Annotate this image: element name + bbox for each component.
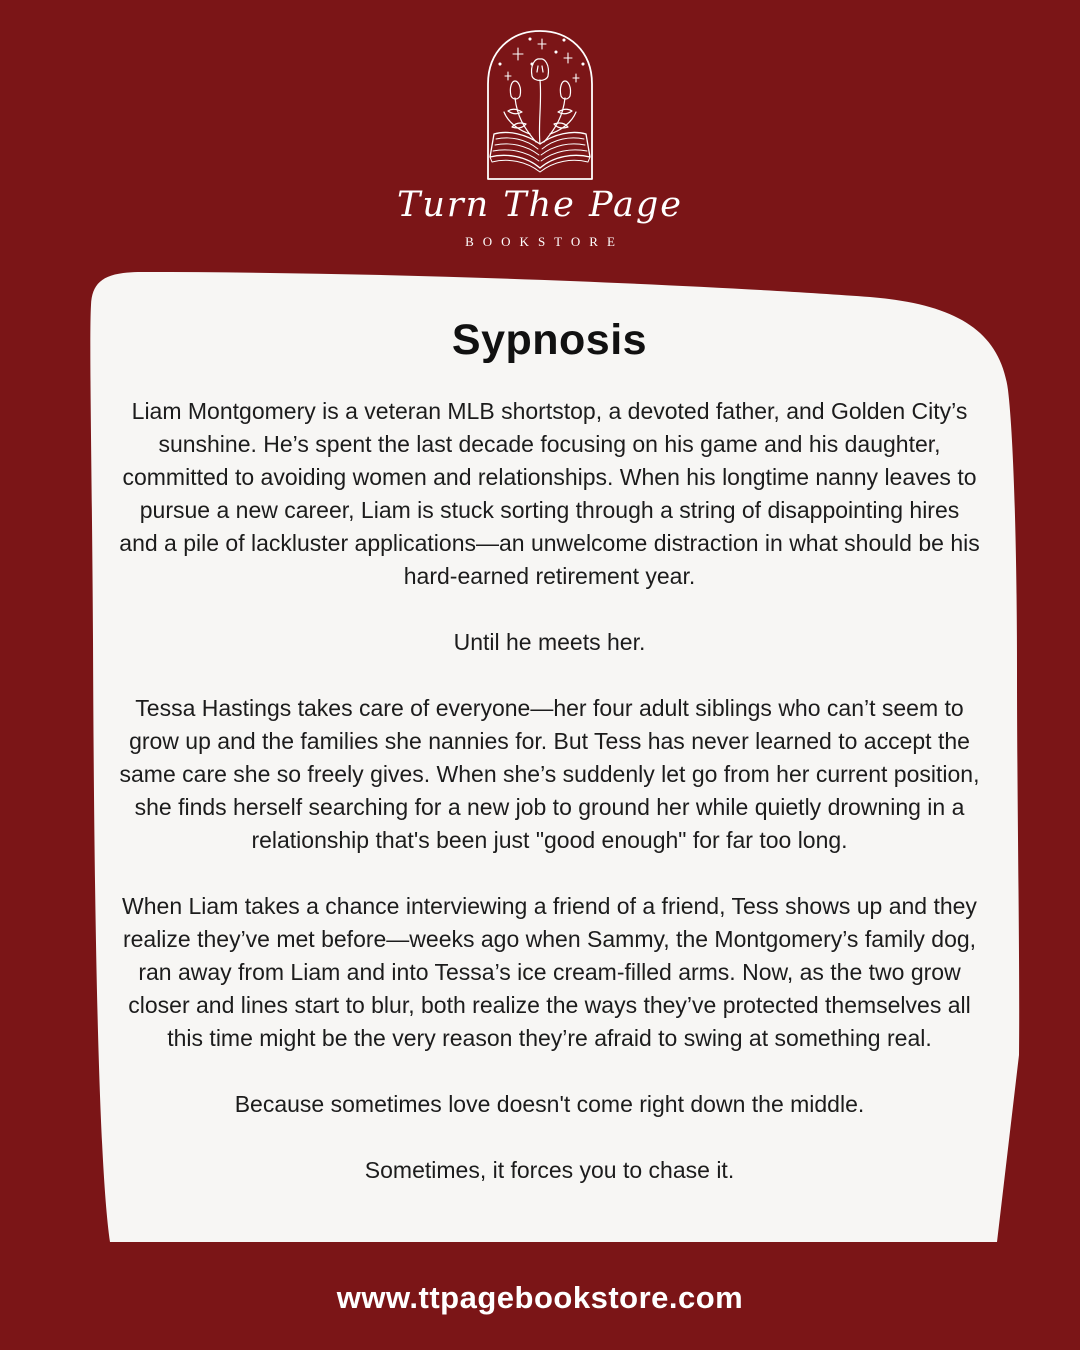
brand-script-name: Turn The Page [397, 185, 683, 225]
synopsis-paragraph: Sometimes, it forces you to chase it. [364, 1157, 735, 1183]
stars-icon [499, 38, 584, 82]
bookstore-logo [0, 26, 1080, 250]
brand-subtitle: BOOKSTORE [465, 234, 624, 249]
website-url: www.ttpagebookstore.com [336, 1280, 744, 1315]
synopsis-paragraph: Until he meets her. [453, 629, 646, 655]
synopsis-paragraph: When Liam takes a chance interviewing a friend of a friend, Tess shows up and they realize they’ve met before—weeks ago when Sammy, the Montgomery’s family dog, ran away from Liam and into Tessa’s ice cream-filled arms. Now, as the two grow closer and lines start to blur, both realize the ways they’ve protected themselves all this time might be the very reason they’re afraid to swing at something real. [122, 893, 977, 1051]
synopsis-card [92, 272, 1007, 1187]
card-title: Sypnosis [451, 316, 648, 364]
bookstore-logo-emblem [479, 26, 601, 184]
synopsis-paragraph: Tessa Hastings takes care of everyone—her four adult siblings who can’t seem to grow up and the families she nannies for. But Tess has never learned to accept the same care she so freely gives. When she’s suddenly let go from her current position, she finds herself searching for a new job to ground her while quietly drowning in a relationship that's been just "good enough" for far too long. [119, 695, 980, 853]
flowers-icon [504, 59, 576, 144]
synopsis-paragraph: Because sometimes love doesn't come right down the middle. [234, 1091, 865, 1117]
synopsis-paragraph: Liam Montgomery is a veteran MLB shortstop, a devoted father, and Golden City’s sunshine. He’s spent the last decade focusing on his game and his daughter, committed to avoiding women and relationships. When his longtime nanny leaves to pursue a new career, Liam is stuck sorting through a string of disappointing hires and a pile of lackluster applications—an unwelcome distraction in what should be his hard-earned retirement year. [119, 398, 980, 589]
